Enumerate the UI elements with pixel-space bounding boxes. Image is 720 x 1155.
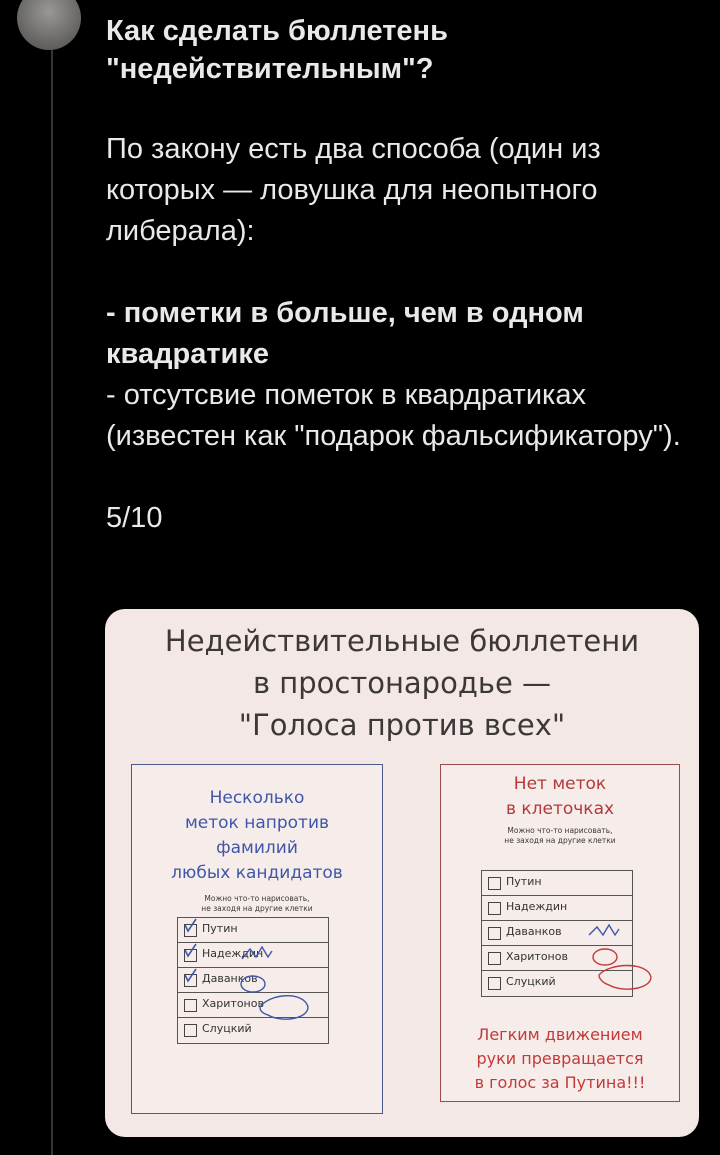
thread-line xyxy=(51,48,53,1155)
right-footer-1: Легким движением xyxy=(477,1025,643,1044)
candidate-name: Даванков xyxy=(202,972,258,985)
left-heading-4: любых кандидатов xyxy=(171,863,343,883)
candidate-name: Слуцкий xyxy=(506,975,556,988)
ballot-multiple-marks xyxy=(131,764,383,1114)
right-footer-2: руки превращается xyxy=(476,1049,644,1068)
candidate-name: Слуцкий xyxy=(202,1022,252,1035)
post-title: Как сделать бюллетень "недействительным"? xyxy=(106,15,448,85)
candidate-name: Надеждин xyxy=(506,900,568,913)
right-note-2: не заходя на другие клетки xyxy=(504,836,616,845)
avatar[interactable] xyxy=(17,0,81,50)
left-note-1: Можно что-то нарисовать, xyxy=(204,894,310,903)
thread-counter: 5/10 xyxy=(106,502,163,534)
post-point-1: - пометки в больше, чем в одном квадратике xyxy=(106,297,584,370)
right-footer-3: в голос за Путина!!! xyxy=(474,1073,646,1092)
candidate-name: Даванков xyxy=(506,925,562,938)
right-heading-2: в клеточках xyxy=(505,799,615,819)
attached-image[interactable] xyxy=(105,609,699,1137)
image-title-line-2: в простонародье — xyxy=(252,666,552,700)
post-point-2: - отсутсвие пометок в квардратиках (известен как "подарок фальсификатору"). xyxy=(106,379,681,452)
pen-scribbles xyxy=(132,765,382,1113)
post-intro: По закону есть два способа (один из которых — ловушка для неопытного либерала): xyxy=(106,133,601,247)
post-body xyxy=(106,12,696,568)
candidate-name: Харитонов xyxy=(202,997,264,1010)
candidate-name: Путин xyxy=(202,922,238,935)
image-title-line-1: Недействительные бюллетени xyxy=(164,624,640,658)
candidate-name: Надеждин xyxy=(202,947,264,960)
left-heading-1: Несколько xyxy=(209,788,305,808)
left-heading-3: фамилий xyxy=(216,838,298,858)
image-title-line-3: "Голоса против всех" xyxy=(238,708,566,742)
candidate-name: Путин xyxy=(506,875,542,888)
left-note-2: не заходя на другие клетки xyxy=(201,904,313,913)
candidate-name: Харитонов xyxy=(506,950,568,963)
ballot-no-marks xyxy=(440,764,680,1102)
right-note-1: Можно что-то нарисовать, xyxy=(507,826,613,835)
right-heading-1: Нет меток xyxy=(513,774,607,794)
left-heading-2: меток напротив xyxy=(184,813,330,833)
